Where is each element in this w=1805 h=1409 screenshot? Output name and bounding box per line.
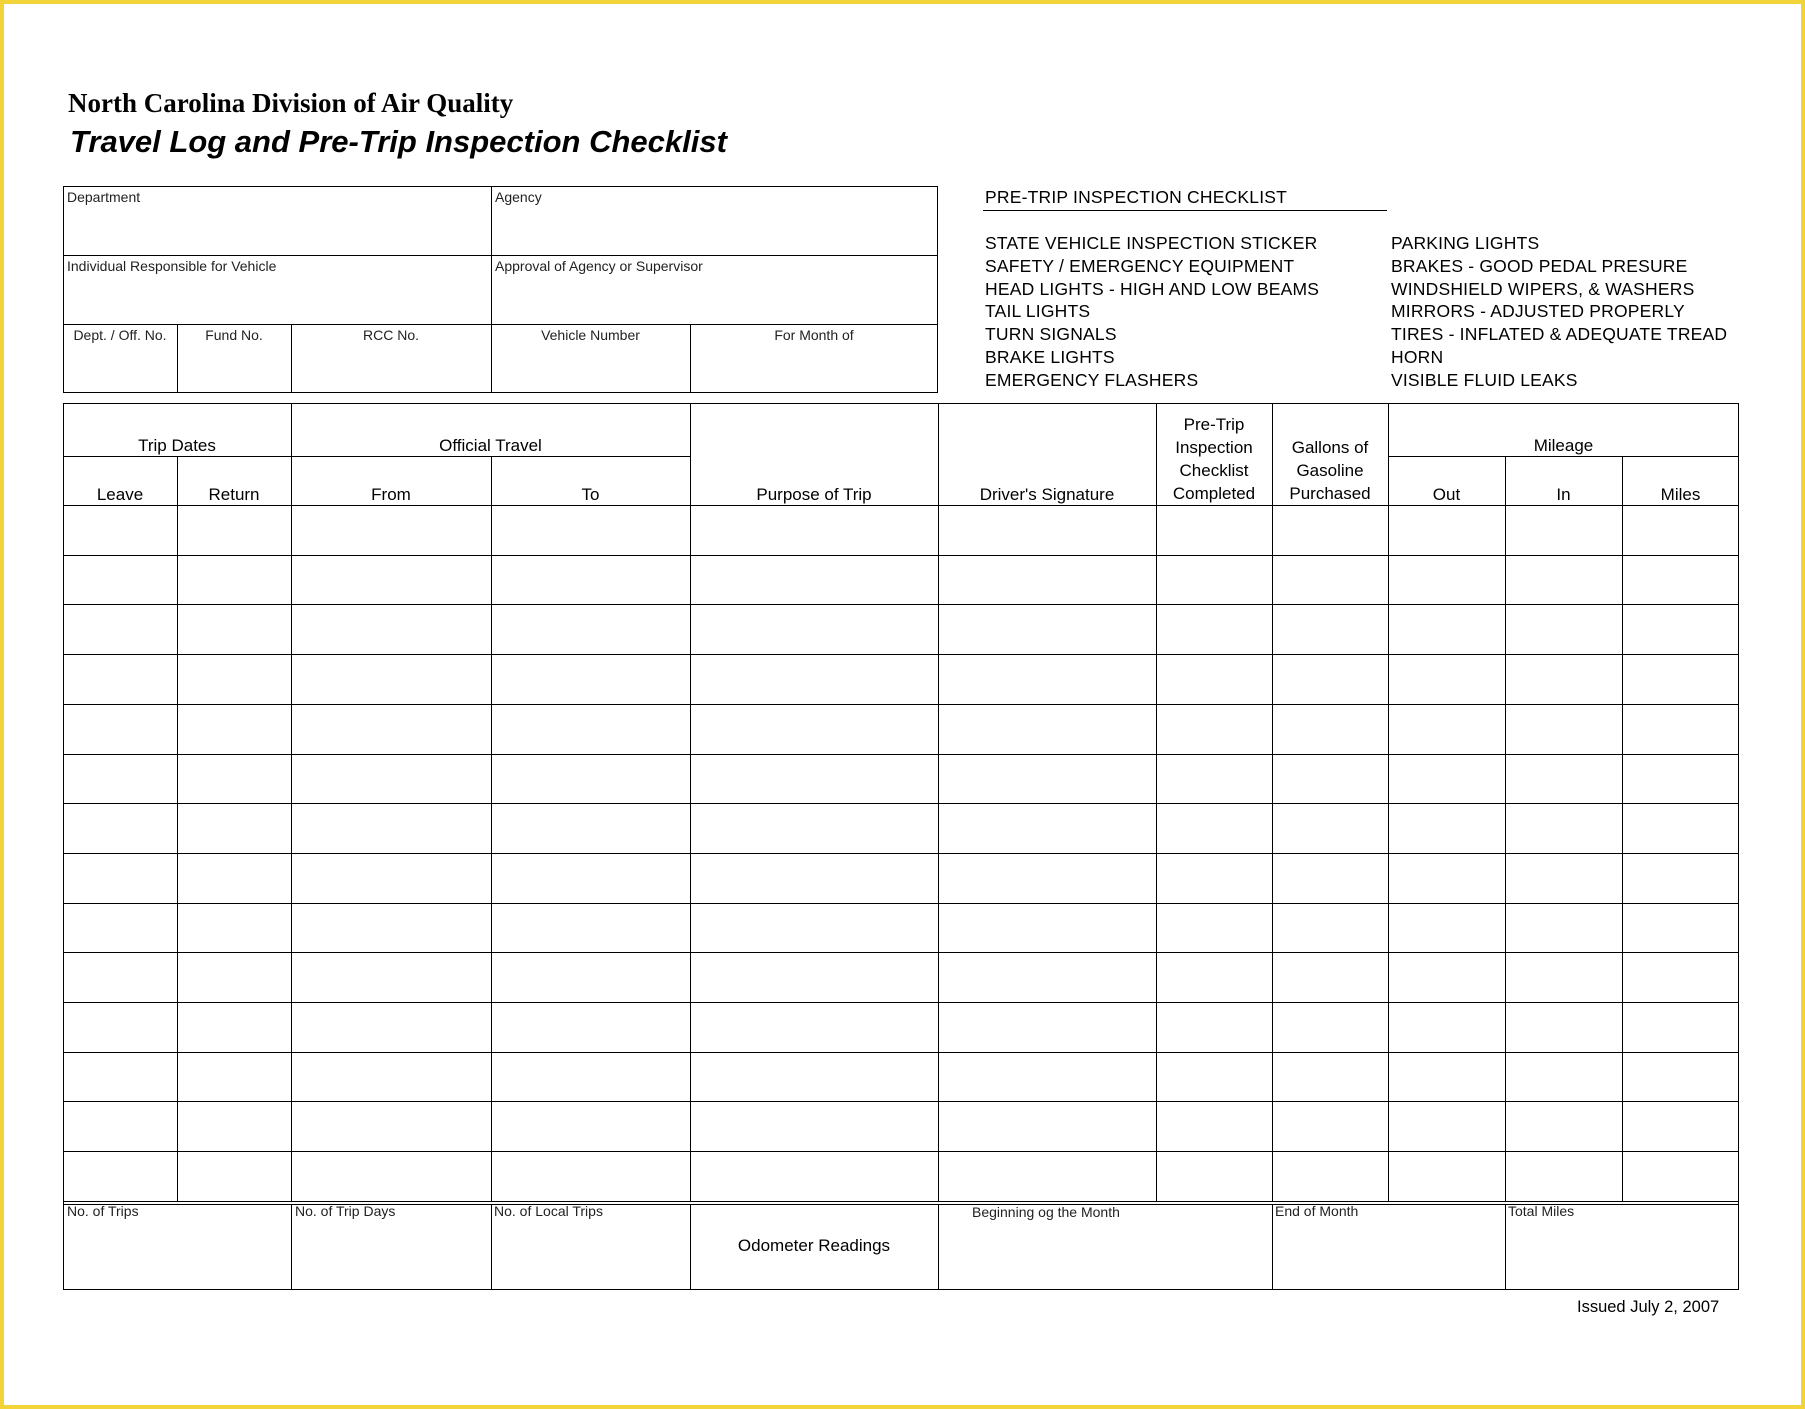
individual-responsible-field[interactable]: Individual Responsible for Vehicle: [67, 258, 277, 274]
grid-line: [63, 754, 1739, 755]
checklist-item: BRAKE LIGHTS: [985, 347, 1115, 367]
checklist-item: HORN: [1391, 347, 1444, 367]
header-pretrip-completed: Pre-Trip Inspection Checklist Completed: [1172, 415, 1256, 503]
grid-line: [1622, 456, 1623, 1201]
checklist-item: WINDSHIELD WIPERS, & WASHERS: [1391, 278, 1695, 299]
header-trip-dates: Trip Dates: [138, 436, 216, 455]
approval-field[interactable]: Approval of Agency or Supervisor: [495, 258, 703, 274]
header-mileage-miles: Miles: [1660, 485, 1701, 504]
grid-line: [491, 456, 492, 1201]
checklist-item: TAIL LIGHTS: [985, 301, 1091, 322]
rcc-no-field[interactable]: RCC No.: [362, 327, 419, 343]
checklist-item: VISIBLE FLUID LEAKS: [1391, 369, 1578, 390]
header-return: Return: [208, 485, 260, 504]
end-of-month-field[interactable]: End of Month: [1275, 1203, 1359, 1219]
organization-title: North Carolina Division of Air Quality: [68, 88, 514, 118]
grid-line: [1388, 403, 1389, 1201]
grid-line: [63, 654, 1739, 655]
grid-line: [63, 604, 1739, 605]
header-from: From: [371, 485, 411, 504]
header-to: To: [581, 485, 600, 504]
no-of-trips-field[interactable]: No. of Trips: [67, 1203, 139, 1219]
grid-line: [63, 1151, 1739, 1152]
grid-line: [938, 1204, 939, 1290]
dept-off-no-field[interactable]: Dept. / Off. No.: [73, 327, 167, 343]
header-mileage-in: In: [1556, 485, 1571, 504]
grid-line: [63, 803, 1739, 804]
grid-line: [291, 403, 292, 1201]
grid-line: [1272, 403, 1273, 1201]
issued-date: Issued July 2, 2007: [1577, 1298, 1720, 1316]
vehicle-number-field[interactable]: Vehicle Number: [541, 327, 640, 343]
form-title: Travel Log and Pre-Trip Inspection Checklist: [70, 124, 727, 159]
odometer-readings-label: Odometer Readings: [737, 1236, 891, 1255]
grid-line: [63, 952, 1739, 953]
header-leave: Leave: [96, 485, 144, 504]
grid-line: [177, 456, 178, 1201]
grid-line: [938, 403, 939, 1201]
info-box-border: [63, 186, 938, 393]
header-drivers-signature: Driver's Signature: [979, 485, 1115, 504]
no-of-trip-days-field[interactable]: No. of Trip Days: [295, 1203, 396, 1219]
grid-line: [63, 1052, 1739, 1053]
checklist-item: TURN SIGNALS: [985, 324, 1117, 345]
grid-line: [690, 403, 691, 1201]
log-table-border: [63, 403, 1739, 1290]
checklist-item: HEAD LIGHTS - HIGH AND LOW BEAMS: [985, 278, 1320, 299]
total-miles-field[interactable]: Total Miles: [1508, 1203, 1575, 1219]
grid-line: [1505, 1204, 1506, 1290]
checklist-item: MIRRORS - ADJUSTED PROPERLY: [1391, 301, 1685, 322]
header-mileage-out: Out: [1432, 485, 1461, 504]
checklist-title: PRE-TRIP INSPECTION CHECKLIST: [985, 187, 1288, 207]
agency-field[interactable]: Agency: [495, 189, 542, 205]
grid-line: [63, 1101, 1739, 1102]
fund-no-field[interactable]: Fund No.: [205, 327, 263, 343]
grid-line: [63, 903, 1739, 904]
checklist-item: TIRES - INFLATED & ADEQUATE TREAD: [1391, 324, 1728, 345]
header-mileage: Mileage: [1533, 436, 1594, 455]
checklist-item: EMERGENCY FLASHERS: [985, 369, 1199, 390]
grid-line: [63, 555, 1739, 556]
grid-line: [1272, 1204, 1273, 1290]
checklist-item: BRAKES - GOOD PEDAL PRESURE: [1391, 255, 1688, 276]
department-field[interactable]: Department: [67, 189, 141, 205]
header-purpose: Purpose of Trip: [756, 485, 872, 504]
header-gallons-purchased: Gallons of Gasoline Purchased: [1289, 438, 1371, 503]
grid-line: [1156, 403, 1157, 1201]
grid-line: [1505, 456, 1506, 1201]
checklist-item: STATE VEHICLE INSPECTION STICKER: [985, 233, 1318, 253]
for-month-of-field[interactable]: For Month of: [774, 327, 854, 343]
grid-line: [63, 1002, 1739, 1003]
grid-line: [63, 1201, 1739, 1202]
grid-line: [291, 1204, 292, 1290]
grid-line: [63, 704, 1739, 705]
beginning-of-month-field[interactable]: Beginning og the Month: [972, 1204, 1120, 1220]
checklist-item: PARKING LIGHTS: [1391, 233, 1540, 253]
header-official-travel: Official Travel: [439, 436, 542, 455]
grid-line: [63, 853, 1739, 854]
checklist-item: SAFETY / EMERGENCY EQUIPMENT: [985, 255, 1295, 276]
grid-line: [491, 1204, 492, 1290]
no-of-local-trips-field[interactable]: No. of Local Trips: [494, 1203, 603, 1219]
